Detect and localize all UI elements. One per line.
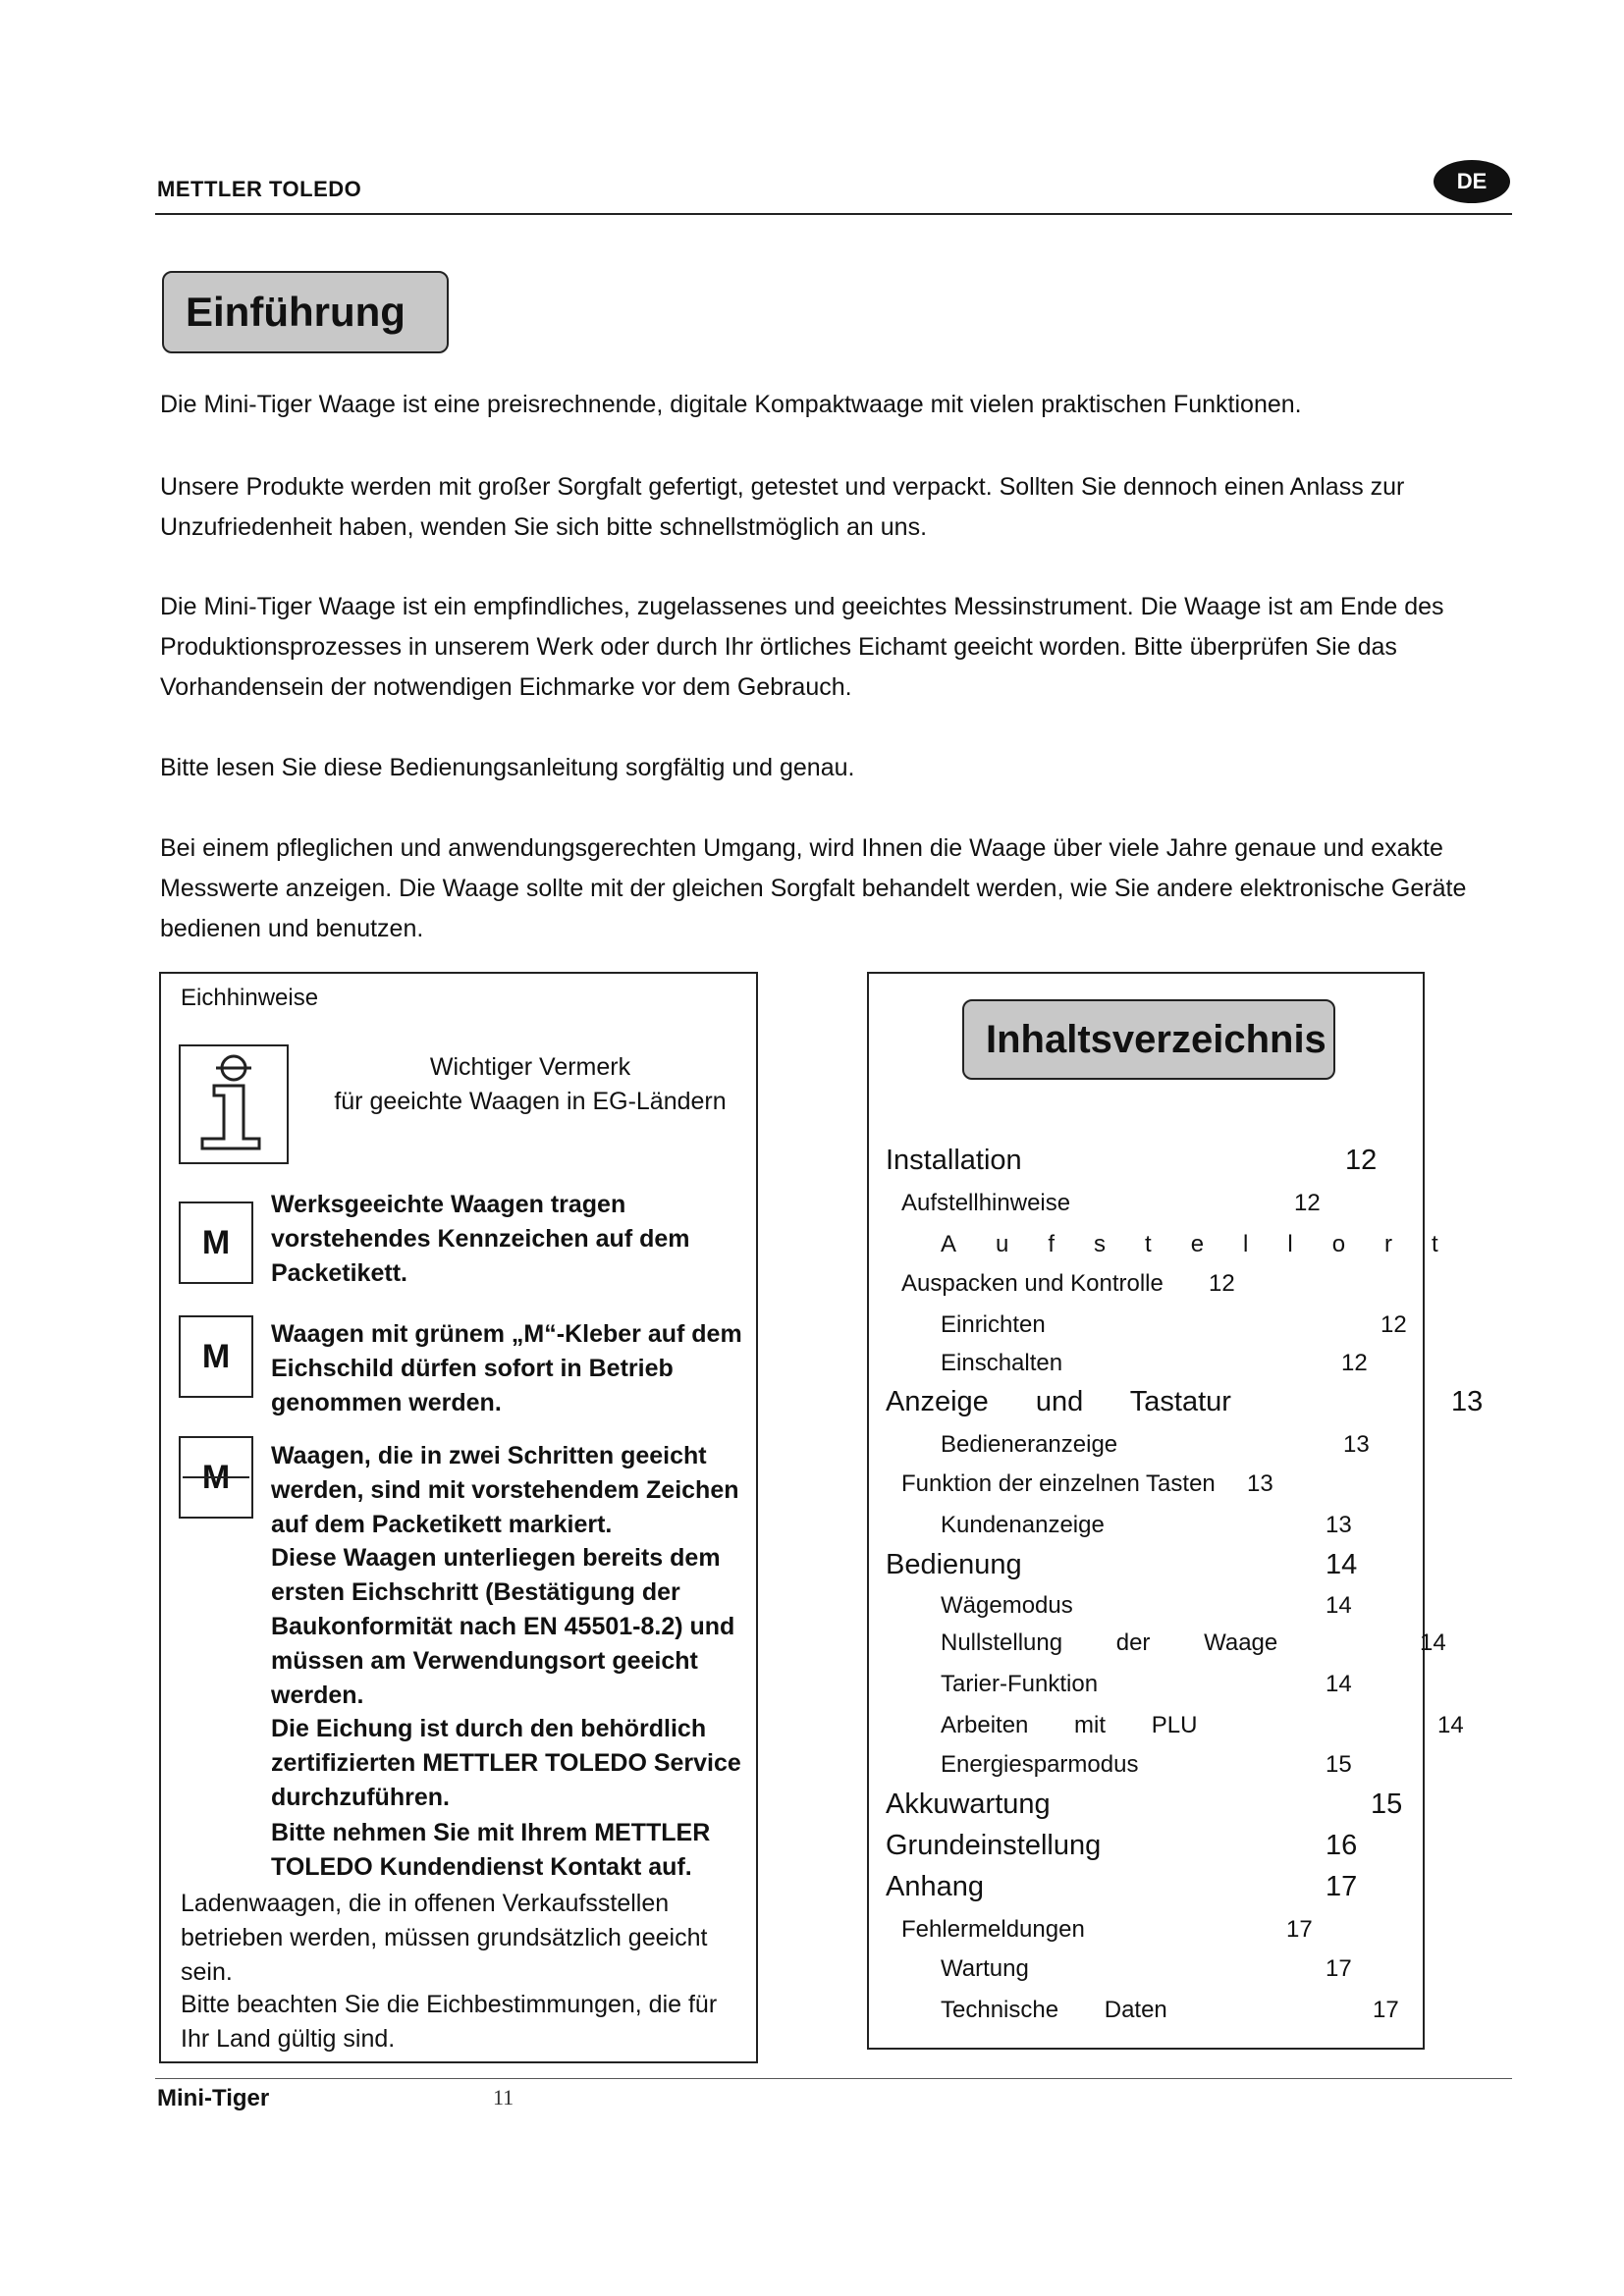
eich-title: Eichhinweise <box>181 985 319 1011</box>
m-mark-3-text: Waagen, die in zwei Schritten geeicht werden, sind mit vorstehendem Zeichen auf dem Packetikett markiert. <box>271 1442 739 1538</box>
toc-entry-page: 17 <box>1286 1916 1313 1943</box>
toc-entry-label[interactable]: Wartung <box>941 1955 1029 1982</box>
toc-entry-label[interactable]: Aufstellhinweise <box>901 1190 1071 1216</box>
toc-entry-page: 14 <box>1326 1549 1358 1580</box>
toc-entry-label[interactable]: Kundenanzeige <box>941 1512 1105 1538</box>
language-badge: DE <box>1434 160 1510 203</box>
intro-paragraph-3: Die Mini-Tiger Waage ist ein empfindliches, zugelassenes und geeichtes Messinstrument. Die Waage ist am Ende des Produktionsprozesses in unserem Werk oder durch Ihr örtliches Eichamt geeicht worden. Bitte überprüfen Sie das Vorhandensein der notwendigen Eichmarke vor dem Gebrauch. <box>160 593 1444 701</box>
toc-entry-label[interactable]: Anzeige und Tastatur <box>886 1386 1231 1417</box>
toc-entry-page: 17 <box>1326 1871 1358 1902</box>
toc-entry-label[interactable]: Nullstellung der Waage <box>941 1629 1278 1656</box>
toc-entry-page: 12 <box>1380 1311 1407 1338</box>
toc-entry-label[interactable]: Anhang <box>886 1871 984 1902</box>
m-mark-3-line <box>183 1476 249 1478</box>
toc-entry-page: 14 <box>1326 1592 1352 1619</box>
toc-entry-label[interactable]: Technische Daten <box>941 1997 1167 2023</box>
brand-name: METTLER TOLEDO <box>157 177 362 201</box>
toc-entry-label[interactable]: Einrichten <box>941 1311 1046 1338</box>
toc-entry-page: 13 <box>1451 1386 1484 1417</box>
toc-entry-label[interactable]: Auspacken und Kontrolle <box>901 1270 1164 1297</box>
toc-entry-label[interactable]: Installation <box>886 1145 1022 1176</box>
toc-title: Inhaltsverzeichnis <box>962 999 1335 1080</box>
m-mark-3-text-4: Bitte nehmen Sie mit Ihrem METTLER TOLEDO Kundendienst Kontakt auf. <box>271 1819 711 1881</box>
intro-paragraph-5: Bei einem pfleglichen und anwendungsgerechten Umgang, wird Ihnen die Waage über viele Jahre genaue und exakte Messwerte anzeigen. Die Waage sollte mit der gleichen Sorgfalt behandelt werden, wie Sie andere elektronische Geräte bedienen und benutzen. <box>160 834 1467 942</box>
toc-entry-page: 12 <box>1341 1350 1368 1376</box>
toc-entry-page: 14 <box>1326 1671 1352 1697</box>
intro-paragraph-1: Die Mini-Tiger Waage ist eine preisrechnende, digitale Kompaktwaage mit vielen praktischen Funktionen. <box>160 391 1302 418</box>
toc-entry-page: 15 <box>1326 1751 1352 1778</box>
intro-paragraph-4: Bitte lesen Sie diese Bedienungsanleitung sorgfältig und genau. <box>160 754 855 781</box>
toc-entry-page: 13 <box>1247 1470 1273 1497</box>
toc-entry-page: 12 <box>1209 1270 1235 1297</box>
header-rule <box>155 213 1512 215</box>
toc-entry-page: 13 <box>1343 1431 1370 1458</box>
toc-entry-page: 17 <box>1326 1955 1352 1982</box>
toc-entry-label[interactable]: Funktion der einzelnen Tasten <box>901 1470 1216 1497</box>
important-note-line2: für geeichte Waagen in EG-Ländern <box>334 1088 727 1115</box>
m-mark-3-text-3: Die Eichung ist durch den behördlich zertifizierten METTLER TOLEDO Service durchzuführen. <box>271 1715 741 1811</box>
toc-entry-label[interactable]: Einschalten <box>941 1350 1063 1376</box>
toc-entry-label[interactable]: Energiesparmodus <box>941 1751 1139 1778</box>
info-icon <box>179 1044 289 1164</box>
toc-entry-page: 14 <box>1437 1712 1464 1738</box>
toc-entry-label[interactable]: Arbeiten mit PLU <box>941 1712 1198 1738</box>
toc-entry-label[interactable]: Bedieneranzeige <box>941 1431 1118 1458</box>
toc-entry-page: 16 <box>1326 1830 1358 1861</box>
toc-entry-page: 12 <box>1294 1190 1321 1216</box>
m-mark-1: M <box>179 1201 253 1284</box>
eich-note-shops: Ladenwaagen, die in offenen Verkaufsstellen betrieben werden, müssen grundsätzlich geeicht sein. <box>181 1890 708 1986</box>
m-mark-3: M <box>179 1436 253 1519</box>
page-number: 11 <box>493 2085 514 2109</box>
toc-entry-label[interactable]: Tarier-Funktion <box>941 1671 1099 1697</box>
toc-entry-label[interactable]: Aufstellort <box>941 1231 1478 1257</box>
eich-note-country: Bitte beachten Sie die Eichbestimmungen, die für Ihr Land gültig sind. <box>181 1991 718 2053</box>
important-note-line1: Wichtiger Vermerk <box>429 1053 631 1081</box>
m-mark-1-text: Werksgeeichte Waagen tragen vorstehendes Kennzeichen auf dem Packetikett. <box>271 1191 690 1287</box>
toc-entry-page: 14 <box>1420 1629 1446 1656</box>
intro-title: Einführung <box>162 271 449 353</box>
m-mark-2: M <box>179 1315 253 1398</box>
m-mark-2-text: Waagen mit grünem „M“-Kleber auf dem Eichschild dürfen sofort in Betrieb genommen werden. <box>271 1320 742 1416</box>
toc-entry-label[interactable]: Akkuwartung <box>886 1789 1051 1820</box>
toc-entry-page: 13 <box>1326 1512 1352 1538</box>
intro-paragraph-2: Unsere Produkte werden mit großer Sorgfalt gefertigt, getestet und verpackt. Sollten Sie dennoch einen Anlass zur Unzufriedenheit haben, wenden Sie sich bitte schnellstmöglich an uns. <box>160 473 1405 541</box>
toc-entry-page: 17 <box>1373 1997 1399 2023</box>
important-note <box>314 1050 746 1119</box>
footer-rule <box>155 2078 1512 2079</box>
toc-entry-label[interactable]: Bedienung <box>886 1549 1022 1580</box>
toc-entry-page: 15 <box>1371 1789 1403 1820</box>
footer-product: Mini-Tiger <box>157 2085 270 2111</box>
toc-entry-page: 12 <box>1345 1145 1378 1176</box>
toc-entry-label[interactable]: Wägemodus <box>941 1592 1073 1619</box>
toc-entry-label[interactable]: Grundeinstellung <box>886 1830 1102 1861</box>
toc-entry-label[interactable]: Fehlermeldungen <box>901 1916 1085 1943</box>
m-mark-3-text-2: Diese Waagen unterliegen bereits dem ersten Eichschritt (Bestätigung der Baukonformität nach EN 45501-8.2) und müssen am Verwendungsort geeicht werden. <box>271 1544 735 1709</box>
